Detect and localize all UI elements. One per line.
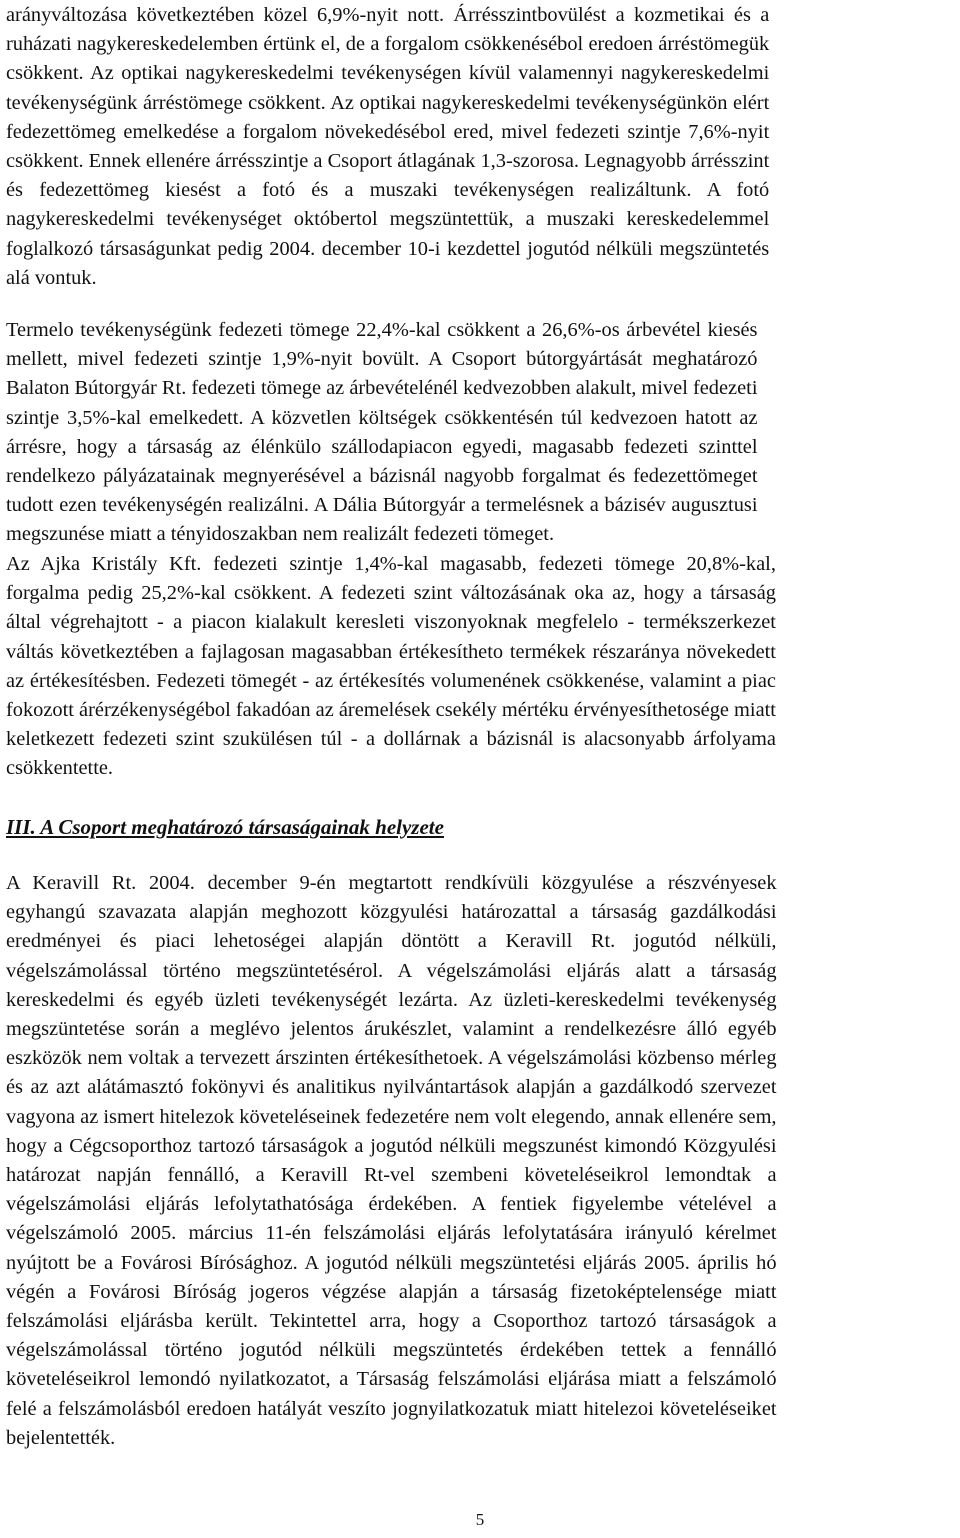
text-line: fedezettömeg emelkedése a forgalom növekedésébol ered, mivel fedezeti szintje 7,6%-nyit	[6, 120, 770, 143]
text-line: nagykereskedelmi tevékenységet októbertol megszüntettük, a muszaki kereskedelemmel	[6, 208, 770, 231]
text-line: csökkentette.	[6, 757, 114, 780]
text-line: csökkent. Az optikai nagykereskedelmi tevékenységen kívül valamennyi nagykereskedelmi	[6, 62, 770, 85]
text-line: és fedezettömeg kiesést a fotó és a muszaki tevékenységen realizáltunk. A fotó	[6, 179, 770, 202]
text-line: eredményei és piaci lehetoségei alapján döntött a Keravill Rt. jogutód nélküli,	[6, 930, 777, 953]
text-line: végén a Fovárosi Bíróság jogeros végzése alapján a társaság fizetoképtelensége miatt	[6, 1280, 777, 1303]
text-line: ruházati nagykereskedelemben értünk el, de a forgalom csökkenésébol eredoen árréstömegük	[6, 33, 770, 56]
text-line: által végrehajtott - a piacon kialakult keresleti viszonyoknak megfelelo - termékszerkezet	[6, 611, 776, 634]
text-line: bejelentették.	[6, 1426, 116, 1449]
text-line: követeléseikrol lemondó nyilatkozatot, a Társaság felszámolási eljárása miatt a felszámoló	[6, 1368, 777, 1391]
text-line: Az Ajka Kristály Kft. fedezeti szintje 1,4%-kal magasabb, fedezeti tömege 20,8%-kal,	[6, 553, 776, 575]
text-line: alá vontuk.	[6, 266, 97, 289]
text-line: egyhangú szavazata alapján meghozott közgyulési határozattal a társaság gazdálkodási	[6, 901, 777, 924]
section-heading: III. A Csoport meghatározó társaságainak helyzete	[6, 815, 444, 839]
text-line: tudott ezen tevékenységén realizálni. A Dália Bútorgyár a termelésnek a bázisév augusztusi	[6, 494, 758, 517]
text-line: eszközök nem voltak a tervezett árszinten értékesíthetoek. A végelszámolási közbenso mérleg	[6, 1047, 777, 1070]
text-line: árrésre, hogy a társaság az élénkülo szállodapiacon egyedi, magasabb fedezeti szinttel	[6, 435, 758, 458]
text-line: kereskedelmi és egyéb üzleti tevékenységét lezárta. Az üzleti-kereskedelmi tevékenység	[6, 988, 777, 1011]
text-line: rendelkezo pályázatainak megnyerésével a bázisnál nagyobb forgalmat és fedezettömeget	[6, 465, 758, 488]
text-line: Termelo tevékenységünk fedezeti tömege 22,4%-kal csökkent a 26,6%-os árbevétel kiesés	[6, 319, 758, 341]
text-line: tevékenységünk árréstömege csökkent. Az optikai nagykereskedelmi tevékenységünkön elért	[6, 91, 770, 114]
paragraph-keravill	[6, 869, 777, 1453]
text-line: hogy a Cégcsoporthoz tartozó társaságok a jogutód nélküli megszunést kimondó Közgyulési	[6, 1134, 777, 1157]
text-line: és az azt alátámasztó fokönyvi és analitikus nyilvántartások alapján a gazdálkodó szervezet	[6, 1076, 777, 1099]
text-line: végelszámolási eljárás lefolytathatósága érdekében. A fentiek figyelembe vételével a	[6, 1193, 777, 1216]
text-line: mellett, mivel fedezeti szintje 1,9%-nyit bovült. A Csoport bútorgyártását meghatározó	[6, 348, 758, 371]
text-line: határozat napján fennálló, a Keravill Rt-vel szembeni követeléseikrol lemondtak a	[6, 1164, 777, 1187]
text-line: felé a felszámolásból eredoen hatályát veszíto jognyilatkozatuk miatt hitelezoi követeléseiket	[6, 1397, 777, 1420]
text-line: vagyona az ismert hitelezok követeléseinek fedezetére nem volt elegendo, annak ellenére sem,	[6, 1105, 777, 1128]
text-line: nyújtott be a Fovárosi Bírósághoz. A jogutód nélküli megszüntetési eljárás 2005. április hó	[6, 1251, 777, 1274]
text-line: megszüntetése során a meglévo jelentos árukészlet, valamint a rendelkezésre álló egyéb	[6, 1018, 777, 1041]
text-line: végelszámolással történo megszüntetésérol. A végelszámolási eljárás alatt a társaság	[6, 959, 777, 982]
paragraph-ajka-kristaly	[6, 550, 776, 784]
text-line: végelszámoló 2005. március 11-én felszámolási eljárás lefolytatására irányuló kérelmet	[6, 1222, 777, 1245]
text-line: keletkezett fedezeti szint szukülésen túl - a dollárnak a bázisnál is alacsonyabb árfolyama	[6, 728, 776, 751]
text-line: Balaton Bútorgyár Rt. fedezeti tömege az árbevételénél kedvezobben alakult, mivel fedezeti	[6, 377, 758, 400]
text-line: A Keravill Rt. 2004. december 9-én megtartott rendkívüli közgyulése a részvényesek	[6, 872, 777, 894]
paragraph-manufacturing-margin	[6, 316, 758, 550]
text-line: váltás következtében a fajlagosan magasabban értékesítheto termékek részaránya növekedett	[6, 640, 776, 663]
text-line: az értékesítésben. Fedezeti tömegét - az értékesítés volumenének csökkenése, valamint a piac	[6, 669, 776, 692]
paragraph-wholesale-margin	[6, 1, 769, 293]
text-line: szintje 3,5%-kal emelkedett. A közvetlen költségek csökkentésén túl kedvezoen hatott az	[6, 406, 758, 429]
text-line: fokozott árérzékenységébol fakadóan az áremelések csekély mértéku érvényesíthetosége miatt	[6, 699, 776, 722]
text-line: csökkent. Ennek ellenére árrésszintje a Csoport átlagának 1,3-szorosa. Legnagyobb árrésszint	[6, 150, 770, 173]
text-line: arányváltozása következtében közel 6,9%-nyit nott. Árrésszintbovülést a kozmetikai és a	[6, 4, 770, 26]
text-line: foglalkozó társaságunkat pedig 2004. december 10-i kezdettel jogutód nélküli megszüntetés	[6, 237, 770, 260]
text-line: forgalma pedig 25,2%-kal csökkent. A fedezeti szint változásának oka az, hogy a társaság	[6, 582, 776, 605]
text-line: megszunése miatt a tényidoszakban nem realizált fedezeti tömeget.	[6, 523, 555, 546]
page-number: 5	[475, 1510, 485, 1529]
text-line: felszámolási eljárásba került. Tekintettel arra, hogy a Csoporthoz tartozó társaságok a	[6, 1310, 777, 1333]
text-line: végelszámolással történo jogutód nélküli megszüntetés érdekében tettek a fennálló	[6, 1339, 777, 1362]
